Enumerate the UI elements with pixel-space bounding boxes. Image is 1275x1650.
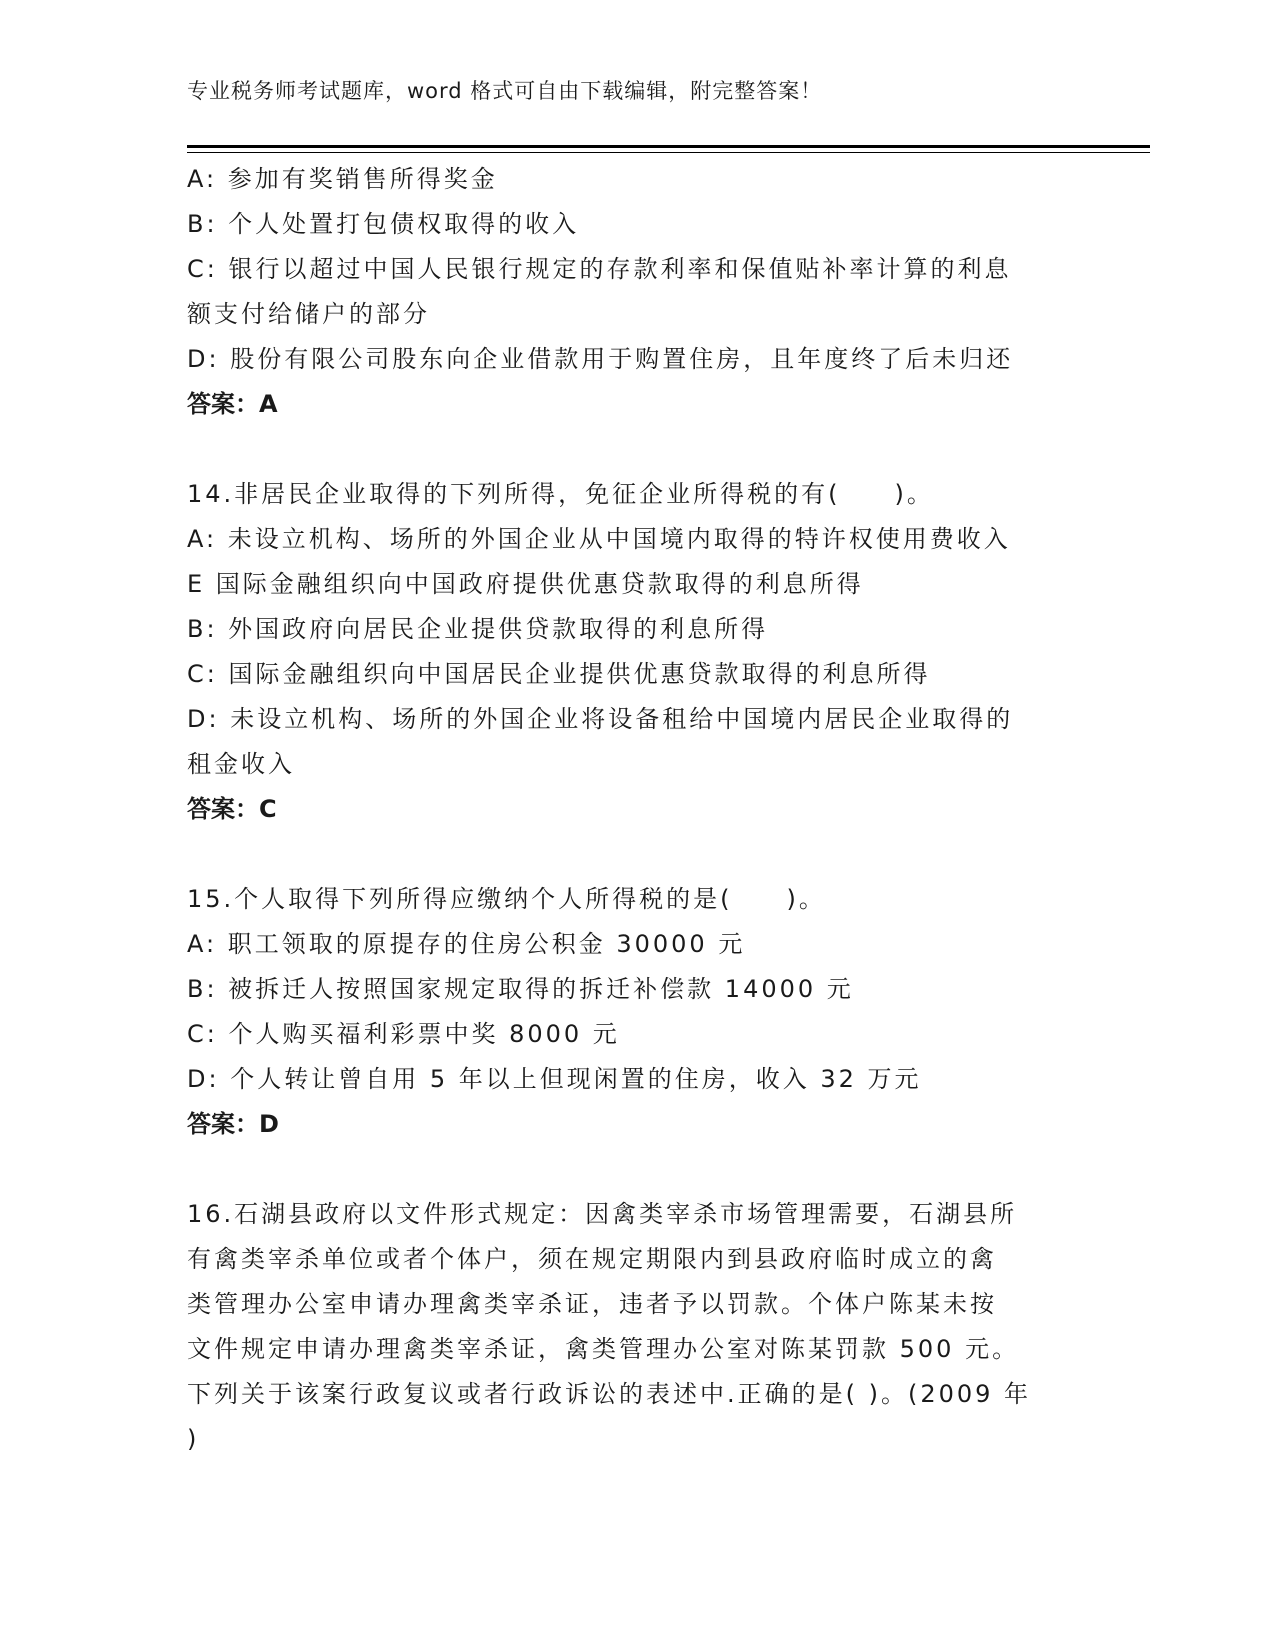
question-stem-line: 类管理办公室申请办理禽类宰杀证，违者予以罚款。个体户陈某未按	[187, 1290, 997, 1318]
answer: 答案：D	[187, 1110, 279, 1138]
header-rule-thin	[187, 152, 1150, 153]
question-15	[187, 877, 1087, 1147]
question-stem: 14.非居民企业取得的下列所得，免征企业所得税的有( )。	[187, 480, 934, 508]
spacer	[187, 1147, 1087, 1192]
document-body	[187, 157, 1087, 1462]
option-d: D: 未设立机构、场所的外国企业将设备租给中国境内居民企业取得的	[187, 705, 1014, 733]
option-c-continued: 额支付给储户的部分	[187, 300, 430, 328]
option-a: A: 参加有奖销售所得奖金	[187, 165, 498, 193]
option-c: C: 银行以超过中国人民银行规定的存款利率和保值贴补率计算的利息	[187, 255, 1012, 283]
option-b: B: 外国政府向居民企业提供贷款取得的利息所得	[187, 615, 769, 643]
option-c: C: 个人购买福利彩票中奖 8000 元	[187, 1020, 620, 1048]
option-a: A: 未设立机构、场所的外国企业从中国境内取得的特许权使用费收入	[187, 525, 1011, 553]
question-13	[187, 157, 1087, 427]
header-rule-thick	[187, 145, 1150, 148]
question-stem-line: 下列关于该案行政复议或者行政诉讼的表述中.正确的是( )。(2009 年	[187, 1380, 1032, 1408]
question-stem-line: 文件规定申请办理禽类宰杀证，禽类管理办公室对陈某罚款 500 元。	[187, 1335, 1020, 1363]
answer: 答案：A	[187, 390, 278, 418]
document-header: 专业税务师考试题库，word 格式可自由下载编辑，附完整答案！	[187, 79, 823, 103]
question-stem: 15.个人取得下列所得应缴纳个人所得税的是( )。	[187, 885, 826, 913]
option-d-continued: 租金收入	[187, 750, 295, 778]
option-e: E 国际金融组织向中国政府提供优惠贷款取得的利息所得	[187, 570, 864, 598]
question-stem-line: )	[187, 1425, 200, 1453]
option-a: A: 职工领取的原提存的住房公积金 30000 元	[187, 930, 746, 958]
option-d: D: 个人转让曾自用 5 年以上但现闲置的住房，收入 32 万元	[187, 1065, 922, 1093]
question-16	[187, 1192, 1087, 1462]
option-d: D: 股份有限公司股东向企业借款用于购置住房，且年度终了后未归还	[187, 345, 1014, 373]
question-stem-line: 16.石湖县政府以文件形式规定：因禽类宰杀市场管理需要，石湖县所	[187, 1200, 1018, 1228]
spacer	[187, 427, 1087, 472]
option-b: B: 个人处置打包债权取得的收入	[187, 210, 580, 238]
spacer	[187, 832, 1087, 877]
question-stem-line: 有禽类宰杀单位或者个体户，须在规定期限内到县政府临时成立的禽	[187, 1245, 997, 1273]
option-c: C: 国际金融组织向中国居民企业提供优惠贷款取得的利息所得	[187, 660, 931, 688]
answer: 答案：C	[187, 795, 277, 823]
question-14	[187, 472, 1087, 832]
option-b: B: 被拆迁人按照国家规定取得的拆迁补偿款 14000 元	[187, 975, 854, 1003]
